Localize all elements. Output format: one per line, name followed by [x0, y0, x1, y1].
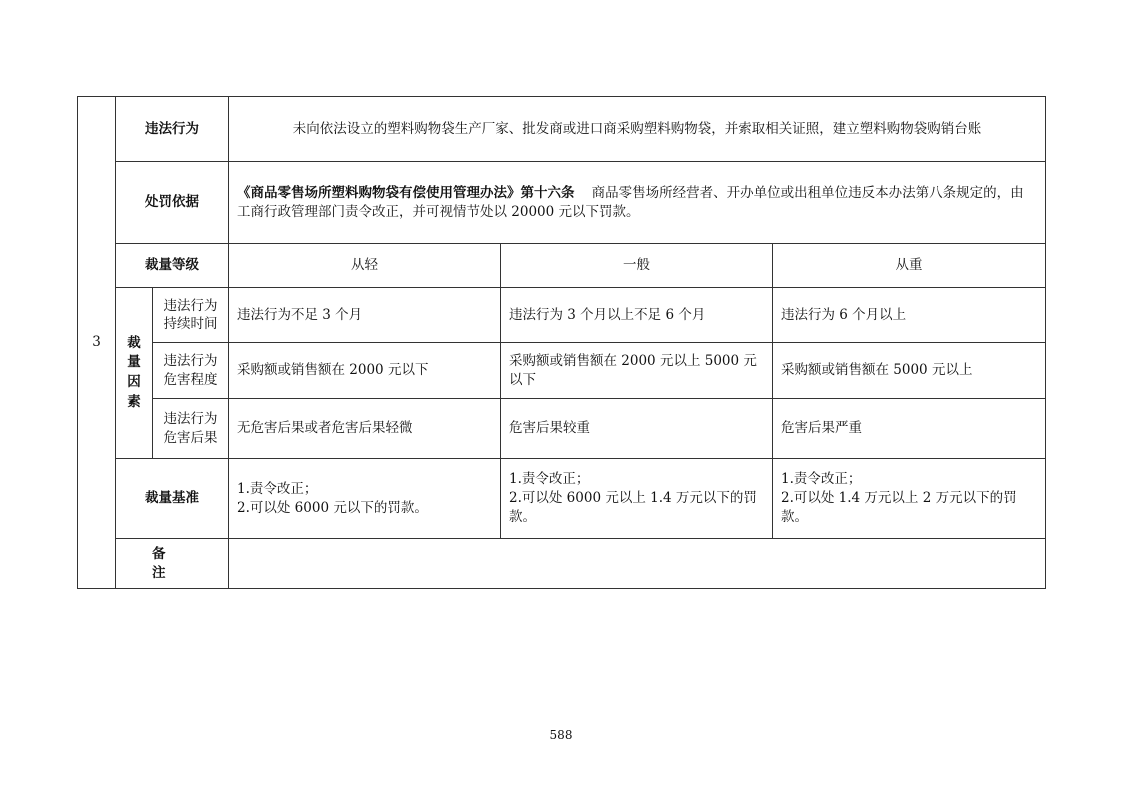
factor-general: 违法行为 3 个月以上不足 6 个月	[501, 288, 773, 343]
remarks-label: 备注	[116, 539, 229, 589]
standard-light	[229, 459, 501, 539]
factors-label-char: 因	[127, 374, 141, 390]
factors-label	[116, 288, 153, 459]
violation-row	[78, 97, 1046, 162]
factor-light: 无危害后果或者危害后果轻微	[229, 399, 501, 459]
remarks-text	[229, 539, 1046, 589]
factors-label-char: 裁	[127, 334, 141, 351]
factor-general: 采购额或销售额在 2000 元以上 5000 元以下	[501, 343, 773, 399]
factor-row	[78, 343, 1046, 399]
factor-name: 违法行为危害程度	[153, 343, 229, 399]
standard-line: 2.可以处 6000 元以下的罚款。	[237, 499, 428, 516]
levels-label: 裁量等级	[116, 244, 229, 288]
remarks-row	[78, 539, 1046, 589]
level-light: 从轻	[229, 244, 501, 288]
standard-row	[78, 459, 1046, 539]
basis-cell	[229, 162, 1046, 244]
standard-general	[501, 459, 773, 539]
factors-label-char: 量	[127, 354, 141, 371]
basis-row	[78, 162, 1046, 244]
factor-light: 采购额或销售额在 2000 元以下	[229, 343, 501, 399]
levels-row	[78, 244, 1046, 288]
standard-line: 2.可以处 6000 元以上 1.4 万元以下的罚款。	[509, 490, 757, 525]
factor-name: 违法行为危害后果	[153, 399, 229, 459]
factor-row	[78, 399, 1046, 459]
basis-label: 处罚依据	[116, 162, 229, 244]
basis-text: 商品零售场所经营者、开办单位或出租单位违反本办法第八条规定的，由工商行政管理部门责令改正，并可视情节处以 20000 元以下罚款。	[237, 184, 1024, 220]
discretion-table	[77, 96, 1046, 589]
factor-light: 违法行为不足 3 个月	[229, 288, 501, 343]
level-heavy: 从重	[773, 244, 1046, 288]
row-number: 3	[78, 97, 116, 589]
factor-general: 危害后果较重	[501, 399, 773, 459]
factor-row	[78, 288, 1046, 343]
standard-line: 1.责令改正；	[781, 471, 862, 488]
standard-label: 裁量基准	[116, 459, 229, 539]
factors-label-char: 素	[127, 393, 141, 410]
standard-heavy	[773, 459, 1046, 539]
level-general: 一般	[501, 244, 773, 288]
factor-heavy: 采购额或销售额在 5000 元以上	[773, 343, 1046, 399]
standard-line: 2.可以处 1.4 万元以上 2 万元以下的罚款。	[781, 490, 1017, 525]
factor-heavy: 违法行为 6 个月以上	[773, 288, 1046, 343]
standard-line: 1.责令改正；	[237, 480, 318, 497]
factor-heavy: 危害后果严重	[773, 399, 1046, 459]
factor-name: 违法行为持续时间	[153, 288, 229, 343]
violation-label: 违法行为	[116, 97, 229, 162]
standard-line: 1.责令改正；	[509, 471, 590, 488]
basis-title: 《商品零售场所塑料购物袋有偿使用管理办法》第十六条	[237, 184, 575, 201]
page-number: 588	[549, 728, 573, 742]
violation-text: 未向依法设立的塑料购物袋生产厂家、批发商或进口商采购塑料购物袋，并索取相关证照，建立塑料购物袋购销台账	[229, 97, 1046, 162]
